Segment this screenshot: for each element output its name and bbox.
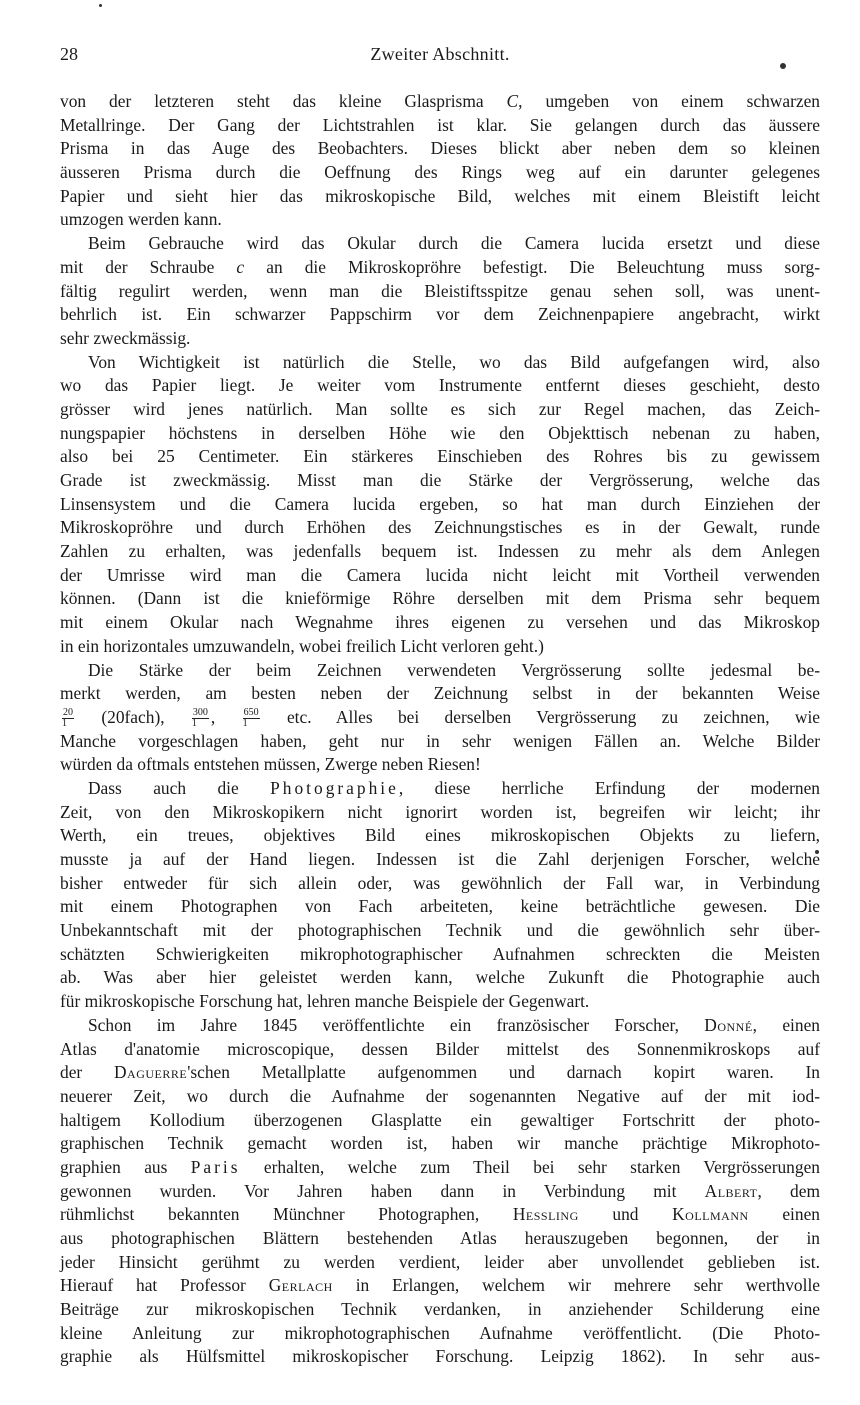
text-segment: Hierauf hat Professor [60, 1275, 269, 1296]
text-line: Metallringe. Der Gang der Lichtstrahlen ist klar. Sie gelangen durch das äussere [60, 114, 820, 135]
text-line: Grade ist zweckmässig. Misst man die Stärke der Vergrösserung, welche das [60, 470, 820, 490]
text-line: mit einem Photographen von Fach arbeiteten, keine beträchtliche gewesen. Die [60, 896, 820, 917]
text-line: jeder Hinsicht gerühmt zu werden verdient, leider aber unvollendet geblieben ist. [60, 1251, 820, 1272]
text-segment: erhalten, welche zum Theil bei sehr starken Vergrösserungen [240, 1156, 820, 1177]
text-segment: von der letzteren steht das kleine Glasprisma [60, 91, 507, 111]
text-line: fältig regulirt werden, wenn man die Bleistiftsspitze genau sehen soll, was unent- [60, 280, 820, 301]
text-line: behrlich ist. Ein schwarzer Pappschirm vor dem Zeichnenpapiere angebracht, wirkt [60, 304, 820, 325]
text-line: können. (Dann ist die knieförmige Röhre derselben mit dem Prisma sehr bequem [60, 588, 820, 609]
person-name: Kollmann [672, 1204, 749, 1225]
text-line: nungspapier höchstens in derselben Höhe wie den Objekttisch nebenan zu haben, [60, 422, 820, 443]
text-line [60, 1014, 820, 1038]
paragraph [60, 659, 820, 777]
text-segment: graphien aus [60, 1156, 191, 1177]
paragraph [60, 1014, 820, 1369]
emphasized-word: Photographie [270, 777, 399, 798]
text-segment: und [578, 1204, 673, 1225]
text-line [60, 1180, 820, 1204]
fraction [62, 708, 74, 729]
text-segment: , dem [757, 1180, 821, 1201]
text-line: aus photographischen Blättern bestehenden Atlas herauszugeben begonnen, der in [60, 1228, 820, 1248]
text-line: Mikroskopröhre und durch Erhöhen des Zeichnungstisches es in der Gewalt, runde [60, 517, 820, 538]
running-title: Zweiter Abschnitt. [370, 44, 510, 64]
text-segment: in Erlangen, welchem wir mehrere sehr werthvolle [332, 1275, 820, 1296]
text-segment: , [210, 706, 241, 727]
text-line: umzogen werden kann. [60, 209, 222, 230]
paragraph [60, 90, 820, 232]
text-line: Zeit, von den Mikroskopikern nicht ignorirt worden ist, begreifen wir leicht; ihr [60, 801, 820, 822]
text-line: graphischen Technik gemacht worden ist, haben wir manche prächtige Mikrophoto- [60, 1133, 820, 1154]
italic-letter: c [236, 256, 245, 277]
person-name: Hessling [512, 1204, 579, 1225]
text-line [60, 256, 820, 280]
scan-speck [780, 63, 786, 69]
text-line: sehr zweckmässig. [60, 327, 191, 348]
text-line: für mikroskopische Forschung hat, lehren manche Beispiele der Gegenwart. [60, 991, 590, 1012]
text-segment: mit der Schraube [60, 256, 237, 277]
text-line [60, 90, 820, 114]
text-segment: , umgeben von einem schwarzen [518, 91, 820, 111]
page-number: 28 [60, 44, 78, 64]
paragraph [60, 777, 820, 1014]
italic-letter: C [506, 91, 519, 111]
text-line: schätzten Schwierigkeiten mikrophotographischer Aufnahmen schreckten die Meisten [60, 943, 820, 964]
text-line: also bei 25 Centimeter. Ein stärkeres Einschieben des Rohres bis zu gewissem [60, 446, 820, 467]
page-header [60, 44, 820, 68]
body-text [60, 90, 820, 1369]
text-line: Die Stärke der beim Zeichnen verwendeten Vergrösserung sollte jedesmal be- [88, 659, 820, 680]
person-name: Gerlach [268, 1275, 333, 1296]
text-line: bisher entweder für sich allein oder, was gewöhnlich der Fall war, in Verbindung [60, 872, 820, 893]
text-segment: gewonnen wurden. Vor Jahren haben dann in Verbindung mit [60, 1180, 705, 1201]
text-line: merkt werden, am besten neben der Zeichnung selbst in der bekannten Weise [60, 683, 820, 704]
text-line: kleine Anleitung zur mikrophotographischen Aufnahme veröffentlicht. (Die Photo- [60, 1322, 820, 1343]
text-line: Werth, ein treues, objektives Bild eines mikroskopischen Objekts zu liefern, [60, 825, 820, 846]
scan-speck [99, 4, 102, 7]
text-line [60, 1156, 820, 1180]
text-line: Manche vorgeschlagen haben, geht nur in sehr wenigen Fällen an. Welche Bilder [60, 730, 820, 751]
text-line: neuerer Zeit, wo durch die Aufnahme der sogenannten Negative auf der mit iod- [60, 1085, 820, 1106]
text-line: ab. Was aber hier geleistet werden kann, welche Zukunft die Photographie auch [60, 967, 820, 988]
text-segment: 'schen Metallplatte aufgenommen und darnach kopirt waren. In [187, 1062, 820, 1083]
text-line [60, 1274, 820, 1298]
text-line: in ein horizontales umzuwandeln, wobei freilich Licht verloren geht.) [60, 635, 544, 656]
fraction-denominator: 1 [62, 718, 67, 730]
text-line [60, 706, 820, 730]
text-line [60, 777, 820, 801]
text-line: der Umrisse wird man die Camera lucida nicht leicht mit Vortheil verwenden [60, 564, 820, 585]
text-segment: , einen [752, 1014, 820, 1035]
text-segment: Dass auch die [88, 777, 271, 798]
paragraph [60, 232, 820, 350]
text-line [60, 1203, 820, 1227]
text-line: Atlas d'anatomie microscopique, dessen Bilder mittelst des Sonnenmikroskops auf [60, 1038, 820, 1059]
text-line: haltigem Kollodium überzogenen Glasplatte ein gewaltiger Fortschritt der photo- [60, 1109, 820, 1130]
text-line: Von Wichtigkeit ist natürlich die Stelle, wo das Bild aufgefangen wird, also [88, 351, 820, 372]
text-line: Linsensystem und die Camera lucida ergeben, so hat man durch Einziehen der [60, 493, 820, 514]
paragraph [60, 351, 820, 659]
text-segment: an die Mikroskopröhre befestigt. Die Beleuchtung muss sorg- [244, 256, 820, 277]
text-segment: einen [748, 1204, 820, 1225]
text-line: mit einem Okular nach Wegnahme ihres eigenen zu versehen und das Mikroskop [60, 612, 820, 633]
text-segment: rühmlichst bekannten Münchner Photographen, [60, 1204, 513, 1225]
text-line: Papier und sieht hier das mikroskopische Bild, welches mit einem Bleistift leicht [60, 185, 820, 206]
fraction-denominator: 1 [191, 718, 197, 730]
person-name: Daguerre [114, 1062, 188, 1083]
text-line [60, 1061, 820, 1085]
fraction [243, 708, 260, 729]
text-line: Prisma in das Auge des Beobachters. Dieses blickt aber neben dem so kleinen [60, 138, 820, 159]
text-segment: (20fach), [76, 706, 190, 727]
text-line: Beiträge zur mikroskopischen Technik verdanken, in anziehender Schilderung eine [60, 1299, 820, 1320]
fraction-numerator: 650 [243, 707, 259, 719]
text-segment: , diese herrliche Erfindung der modernen [398, 777, 820, 798]
text-line: äusseren Prisma durch die Oeffnung des Rings weg auf ein darunter gelegenes [60, 162, 820, 183]
text-line: Zahlen zu erhalten, was jedenfalls bequem ist. Indessen zu mehr als dem Anlegen [60, 541, 820, 562]
text-line: würden da oftmals entstehen müssen, Zwerge neben Riesen! [60, 754, 481, 775]
emphasized-word: Paris [190, 1156, 241, 1177]
person-name: Donné [704, 1014, 753, 1035]
text-segment: der [60, 1062, 114, 1083]
text-line: graphie als Hülfsmittel mikroskopischer Forschung. Leipzig 1862). In sehr aus- [60, 1346, 820, 1367]
text-line: Beim Gebrauche wird das Okular durch die Camera lucida ersetzt und diese [88, 233, 820, 254]
text-segment: etc. Alles bei derselben Vergrösserung zu zeichnen, wie [261, 706, 820, 727]
fraction-numerator: 20 [63, 707, 73, 719]
fraction [192, 708, 209, 729]
text-line: wo das Papier liegt. Je weiter vom Instrumente entfernt dieses geschieht, desto [60, 375, 820, 396]
fraction-numerator: 300 [192, 707, 208, 719]
text-line: musste ja auf der Hand liegen. Indessen ist die Zahl derjenigen Forscher, welche [60, 849, 820, 869]
fraction-denominator: 1 [242, 718, 248, 730]
text-line: Unbekanntschaft mit der photographischen Technik und die gewöhnlich sehr über- [60, 920, 820, 941]
text-segment: Schon im Jahre 1845 veröffentlichte ein französischer Forscher, [88, 1014, 705, 1035]
person-name: Albert [704, 1180, 758, 1201]
text-line: grösser wird jenes natürlich. Man sollte es sich zur Regel machen, das Zeich- [60, 398, 820, 419]
